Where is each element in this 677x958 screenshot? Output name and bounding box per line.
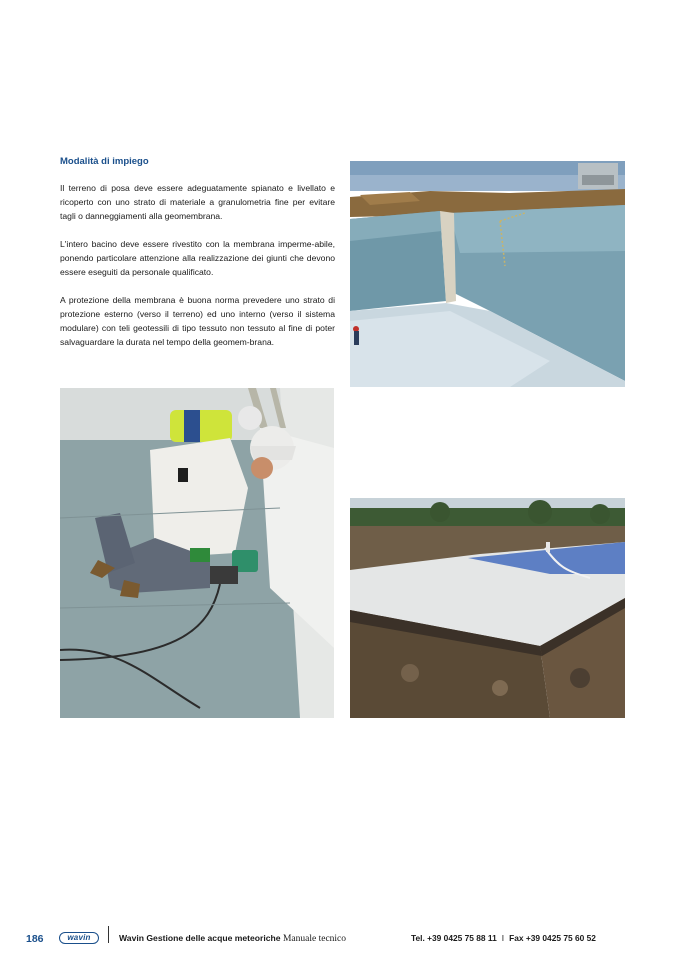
page-footer [0,926,677,950]
footer-divider [108,926,109,943]
footer-title-bold: Wavin Gestione delle acque meteoriche [119,933,281,943]
footer-title-sub: Manuale tecnico [282,934,347,944]
footer-tel: Tel. +39 0425 75 88 11 [411,933,497,943]
wavin-logo: wavin [59,932,99,944]
page-number: 186 [26,933,44,945]
paragraph-2: L'intero bacino deve essere rivestito con la membrana imperme-abile, ponendo particolare attenzione alla realizzazione dei giunti che devono essere eseguiti da personale qualificato. [60,239,335,277]
footer-title [119,933,346,944]
membrane-welding-photo [60,388,334,718]
paragraph-3: A protezione della membrana è buona norma prevedere uno strato di protezione esterno (verso il terreno) ed uno interno (verso il sistema modulare) con teli geotessili di tipo tessuto non tessuto al fine di poter salvaguardare la durata nel tempo della geomem-brana. [60,295,335,347]
text-block [60,156,335,363]
paragraph-1: Il terreno di posa deve essere adeguatamente spianato e livellato e ricoperto con uno strato di materiale a granulometria fine per evitare tagli o danneggiamenti alla geomembrana. [60,183,335,221]
section-title: Modalità di impiego [60,156,149,167]
footer-separator: I [501,933,505,943]
lined-basin-photo [350,498,625,718]
lined-trench-photo [350,161,625,387]
footer-contacts [411,933,596,943]
footer-fax: Fax +39 0425 75 60 52 [509,933,596,943]
